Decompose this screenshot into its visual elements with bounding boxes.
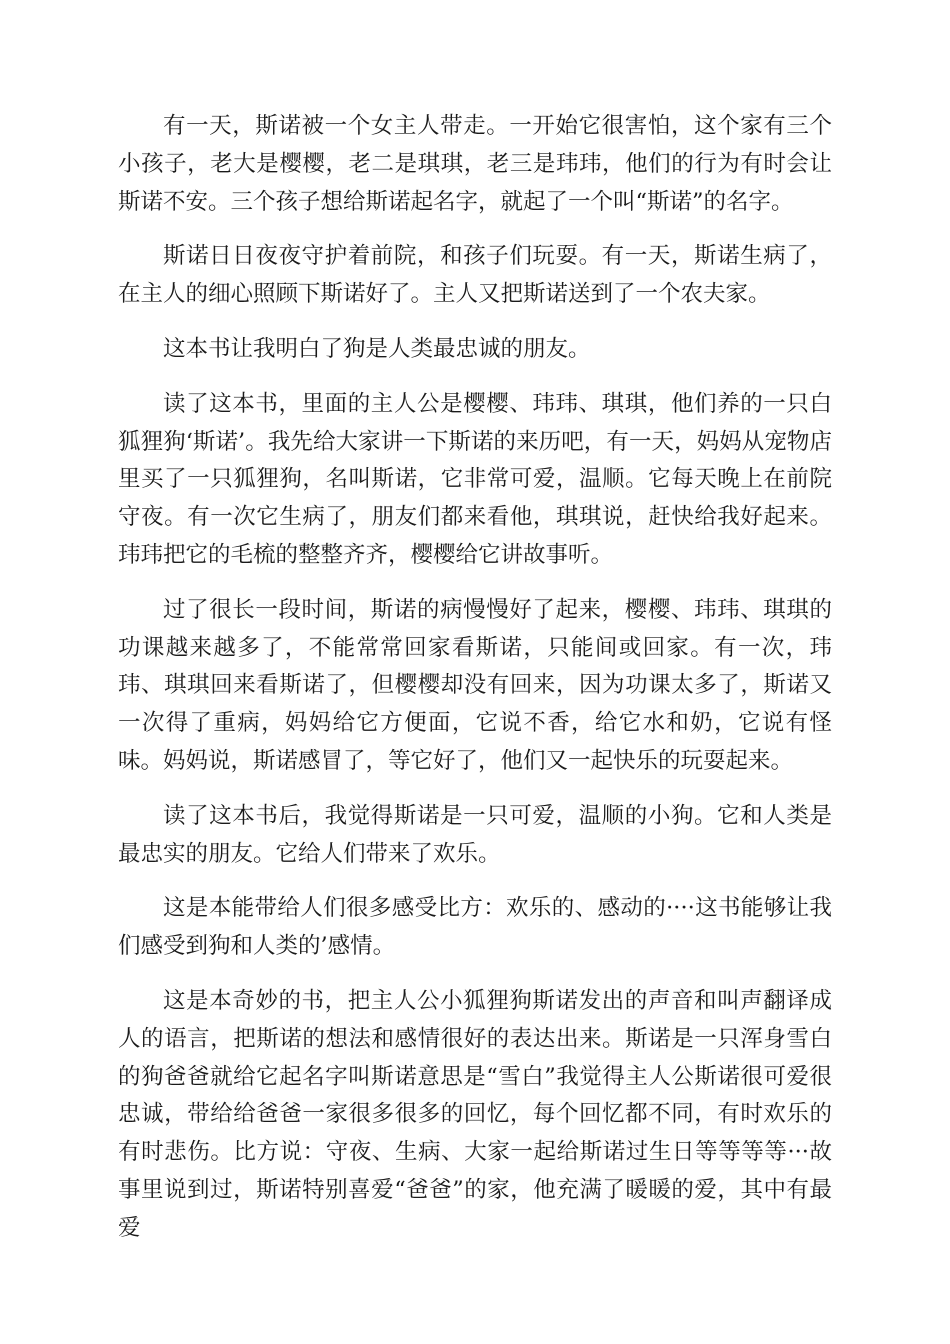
paragraph-6: 读了这本书后，我觉得斯诺是一只可爱，温顺的小狗。它和人类是最忠实的朋友。它给人们带来了欢乐。 xyxy=(118,802,832,867)
paragraph-3: 这本书让我明白了狗是人类最忠诚的朋友。 xyxy=(163,335,591,362)
paragraph-1: 有一天，斯诺被一个女主人带走。一开始它很害怕，这个家有三个小孩子，老大是樱樱，老二是琪琪，老三是玮玮，他们的行为有时会让斯诺不安。三个孩子想给斯诺起名字，就起了一个叫“斯诺”的名字。 xyxy=(118,113,832,215)
paragraph-7: 这是本能带给人们很多感受比方：欢乐的、感动的····这书能够让我们感受到狗和人类的’感情。 xyxy=(118,895,832,960)
paragraph-5: 过了很长一段时间，斯诺的病慢慢好了起来，樱樱、玮玮、琪琪的功课越来越多了，不能常常回家看斯诺，只能间或回家。有一次，玮玮、琪琪回来看斯诺了，但樱樱却没有回来，因为功课太多了，斯诺又一次得了重病，妈妈给它方便面，它说不香，给它水和奶，它说有怪味。妈妈说，斯诺感冒了，等它好了，他们又一起快乐的玩耍起来。 xyxy=(118,596,832,774)
paragraph-2: 斯诺日日夜夜守护着前院，和孩子们玩耍。有一天，斯诺生病了，在主人的细心照顾下斯诺好了。主人又把斯诺送到了一个农夫家。 xyxy=(118,243,832,308)
paragraph-4: 读了这本书，里面的主人公是樱樱、玮玮、琪琪，他们养的一只白狐狸狗‘斯诺’。我先给大家讲一下斯诺的来历吧，有一天，妈妈从宠物店里买了一只狐狸狗，名叫斯诺，它非常可爱，温顺。它每天晚上在前院守夜。有一次它生病了，朋友们都来看他，琪琪说，赶快给我好起来。玮玮把它的毛梳的整整齐齐，樱樱给它讲故事听。 xyxy=(118,390,832,568)
paragraph-8: 这是本奇妙的书，把主人公小狐狸狗斯诺发出的声音和叫声翻译成人的语言，把斯诺的想法和感情很好的表达出来。斯诺是一只浑身雪白的狗爸爸就给它起名字叫斯诺意思是“雪白”我觉得主人公斯诺很可爱很忠诚，带给给爸爸一家很多很多的回忆，每个回忆都不同，有时欢乐的有时悲伤。比方说：守夜、生病、大家一起给斯诺过生日等等等等···故事里说到过，斯诺特别喜爱“爸爸”的家，他充满了暖暖的爱，其中有最爱 xyxy=(118,987,832,1241)
